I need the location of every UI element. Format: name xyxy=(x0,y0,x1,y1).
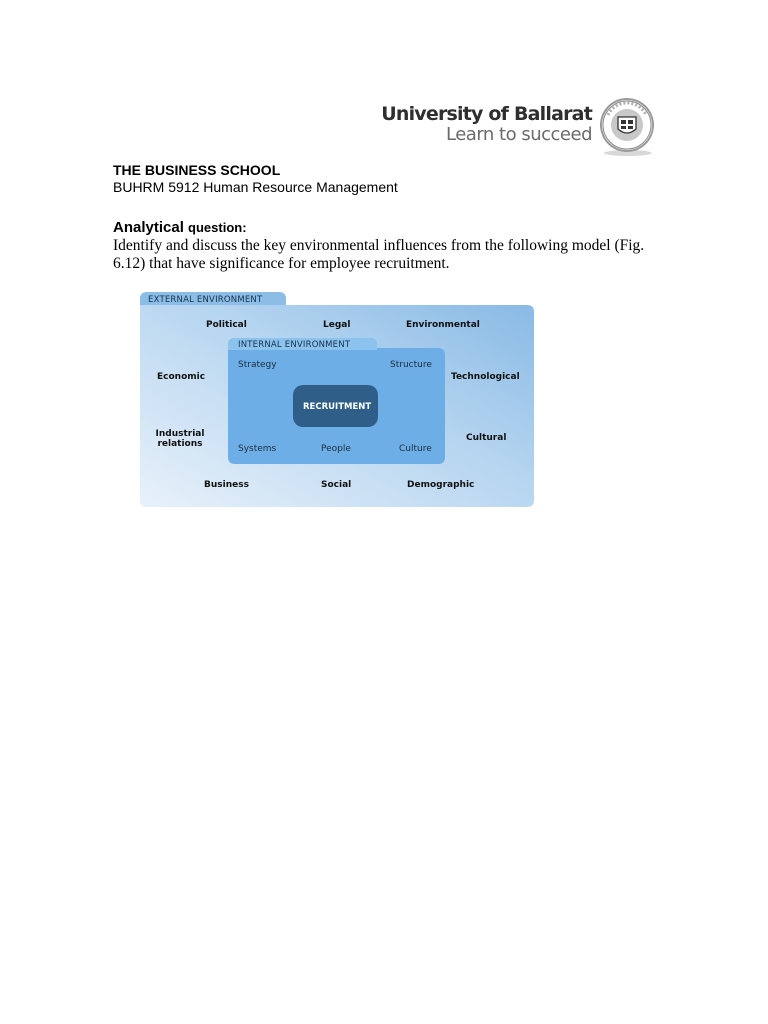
factor-industrial-relations xyxy=(153,429,207,449)
heading-main: Analytical xyxy=(113,219,189,236)
factor-demographic: Demographic xyxy=(407,480,475,490)
logo-text xyxy=(381,103,592,145)
factor-cultural: Cultural xyxy=(466,433,507,443)
course-title: BUHRM 5912 Human Resource Management xyxy=(113,179,398,195)
factor-structure: Structure xyxy=(390,360,432,370)
factor-systems: Systems xyxy=(238,444,277,454)
external-environment-label: EXTERNAL ENVIRONMENT xyxy=(148,295,263,305)
heading-small: question: xyxy=(188,220,247,235)
factor-political: Political xyxy=(206,320,247,330)
factor-legal: Legal xyxy=(323,320,351,330)
recruitment-label: RECRUITMENT xyxy=(303,402,372,412)
university-logo xyxy=(381,95,660,159)
logo-university-name: University of Ballarat xyxy=(381,103,592,125)
factor-social: Social xyxy=(321,480,352,490)
factor-industrial-line2: relations xyxy=(157,439,203,449)
section-heading xyxy=(113,219,247,236)
internal-environment-label: INTERNAL ENVIRONMENT xyxy=(238,340,351,350)
factor-strategy: Strategy xyxy=(238,360,277,370)
factor-environmental: Environmental xyxy=(406,320,480,330)
question-text: Identify and discuss the key environmental influences from the following model (Fig. 6.12) that have significance for employee recruitment. xyxy=(113,237,645,272)
factor-business: Business xyxy=(204,480,249,490)
factor-economic: Economic xyxy=(157,372,206,382)
university-seal-icon xyxy=(598,95,656,157)
factor-industrial-line1: Industrial xyxy=(155,429,205,439)
factor-technological: Technological xyxy=(451,372,520,382)
factor-people: People xyxy=(321,444,351,454)
environment-model-figure xyxy=(139,292,535,508)
logo-tagline: Learn to succeed xyxy=(446,124,592,145)
school-name: THE BUSINESS SCHOOL xyxy=(113,162,281,178)
factor-culture: Culture xyxy=(399,444,432,454)
